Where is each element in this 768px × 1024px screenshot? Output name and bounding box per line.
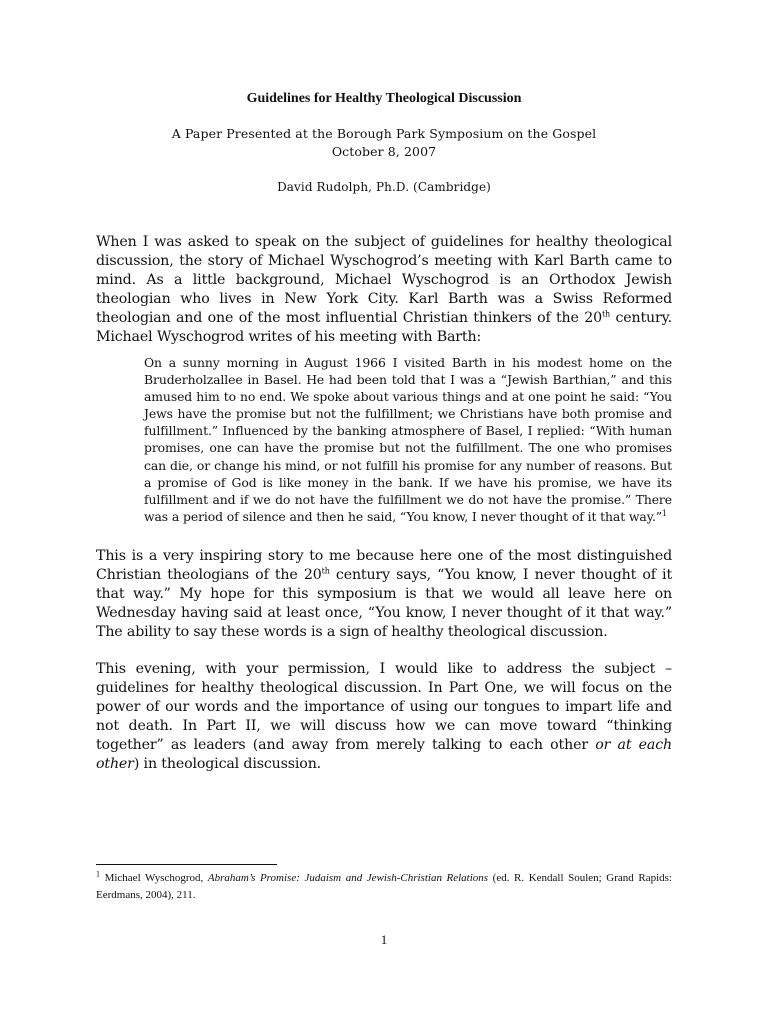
document-title: Guidelines for Healthy Theological Discussion [246,91,522,106]
quote-text: On a sunny morning in August 1966 I visited Barth in his modest home on the Bruderholzallee in Basel. He had been told that I was a “Jewish Barthian,” and this amused him to no end. We spoke about various things and at one point he said: “You Jews have the promise but not the fulfillment; we Christians have both promise and fulfillment.” Influenced by the banking atmosphere of Basel, I replied: “With human promises, one can have the promise but not the fulfillment. The one who promises can die, or change his mind, or not fulfill his promise for any number of reasons. But a promise of God is like money in the bank. If we have his promise, we have its fulfillment and if we do not have the fulfillment we do not have the promise.” There was a period of silence and then he said, “You know, I never thought of it that way.” [144,355,672,524]
ordinal-suffix: th [601,309,611,319]
outline-text-end: ) in theological discussion. [133,756,322,773]
document-date: October 8, 2007 [331,144,437,159]
document-author: David Rudolph, Ph.D. (Cambridge) [277,180,491,194]
footnote-book-title: Abraham’s Promise: Judaism and Jewish-Christian Relations [207,872,489,884]
intro-paragraph [96,233,672,348]
block-quote [144,354,672,525]
outline-paragraph [96,660,672,775]
intro-text-end: century. Michael Wyschogrod writes of his meeting with Barth: [96,310,672,346]
page-number: 1 [380,932,388,947]
footnote-reference[interactable]: 1 [662,508,668,518]
reflection-text-start: This is a very inspiring story to me because here one of the most distinguished Christian theologians of the 20 [96,548,672,584]
document-subtitle: A Paper Presented at the Borough Park Symposium on the Gospel [171,126,597,141]
footnote-separator [96,864,277,865]
footnote-author: Michael Wyschogrod, [100,872,208,884]
footnote-details: (ed. R. Kendall Soulen; Grand Rapids: Eerdmans, 2004), 211. [96,872,672,901]
reflection-paragraph [96,547,672,642]
outline-text-start: This evening, with your permission, I would like to address the subject – guidelines for healthy theological discussion. In Part One, we will focus on the power of our words and the importance of using our tongues to impart life and not death. In Part II, we will discuss how we can move toward “thinking together” as leaders (and away from merely talking to each other [96,661,672,754]
reflection-text-end: century says, “You know, I never thought of it that way.” My hope for this symposium is that we would all leave here on Wednesday having said at least once, “You know, I never thought of it that way.” The ability to say these words is a sign of healthy theological discussion. [96,567,672,641]
ordinal-suffix: th [321,566,330,576]
intro-text-start: When I was asked to speak on the subject of guidelines for healthy theological discussion, the story of Michael Wyschogrod’s meeting with Karl Barth came to mind. As a little background, Michael Wyschogrod is an Orthodox Jewish theologian who lives in New York City. Karl Barth was a Swiss Reformed theologian and one of the most influential Christian thinkers of the 20 [96,234,672,327]
footnote [96,870,672,904]
footnote-number: 1 [96,869,100,879]
outline-emphasis: or at each other [96,737,672,773]
